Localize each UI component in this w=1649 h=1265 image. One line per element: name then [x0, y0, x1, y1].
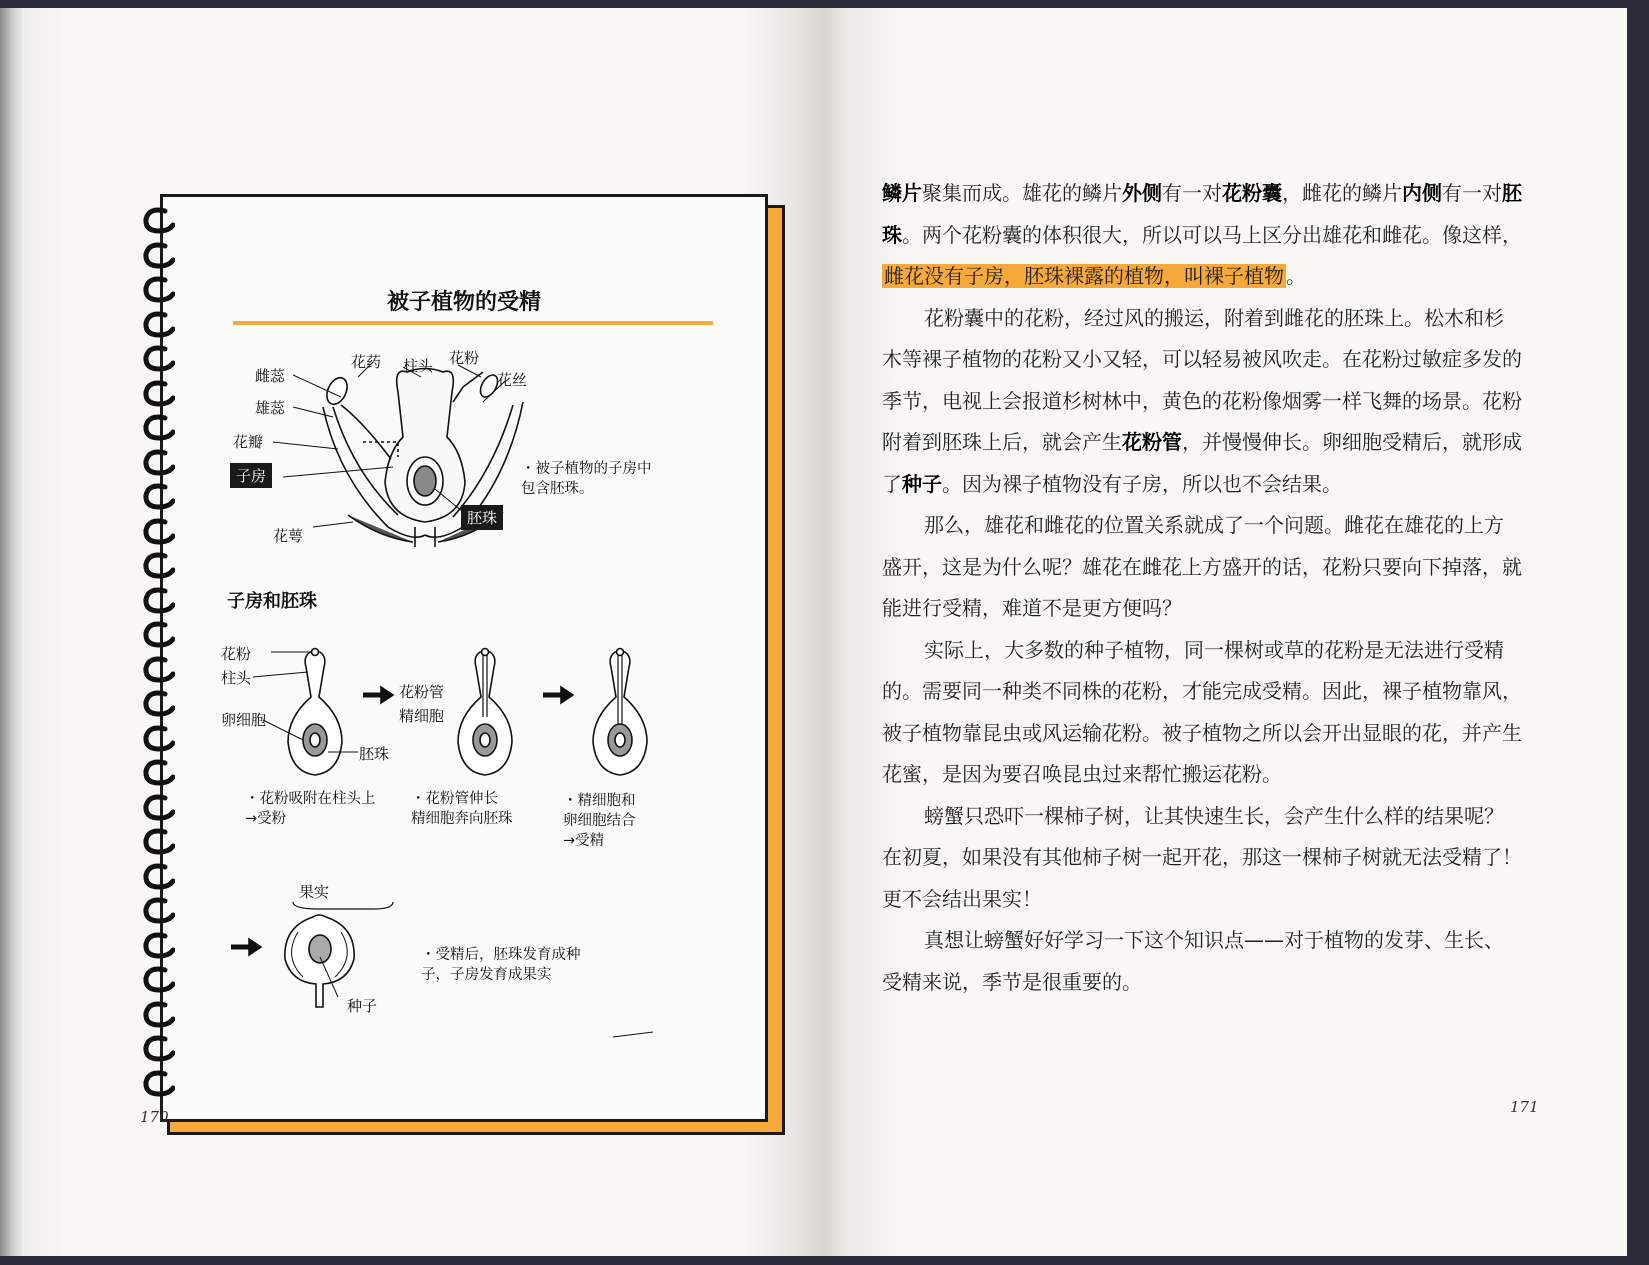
notebook-card — [160, 194, 768, 1122]
label-step1-ovule: 胚珠 — [359, 745, 390, 763]
label-ovule: 胚珠 — [461, 505, 503, 530]
fruit-note: ・受精后，胚珠发育成种 子，子房发育成果实 — [421, 947, 581, 983]
paragraph-3: 那么，雄花和雌花的位置关系就成了一个问题。雌花在雄花的上方盛开，这是为什么呢？雄花在雌花上方盛开的话，花粉只要向下掉落，就能进行受精，难道不是更方便吗？ — [882, 513, 1522, 620]
section-title: 子房和胚珠 — [227, 591, 317, 612]
step2-note: ・花粉管伸长 精细胞奔向胚珠 — [411, 791, 513, 827]
bold-term: 外侧 — [1122, 181, 1162, 205]
text-run: 。两个花粉囊的体积很大，所以可以马上区分出雄花和雌花。像这样， — [902, 222, 1522, 247]
bold-term: 花粉管 — [1122, 430, 1182, 454]
label-step1-stigma: 柱头 — [221, 669, 252, 687]
body-text — [882, 173, 1522, 1003]
label-step1-egg: 卵细胞 — [221, 711, 267, 729]
left-page — [22, 8, 822, 1256]
label-stigma: 柱头 — [403, 357, 434, 375]
label-pistil: 雌蕊 — [255, 367, 286, 385]
page-number-left: 170 — [140, 1108, 169, 1126]
label-ovary: 子房 — [230, 463, 272, 488]
label-step2-tube: 花粉管 — [399, 683, 445, 701]
label-petal: 花瓣 — [233, 433, 264, 451]
label-step2-sperm: 精细胞 — [399, 707, 445, 725]
right-page — [822, 8, 1627, 1256]
text-run: 有一对 — [1442, 181, 1502, 205]
text-run: 。 — [1286, 264, 1306, 288]
label-step1-pollen: 花粉 — [221, 645, 252, 663]
bold-term: 种子 — [902, 471, 942, 496]
label-filament: 花丝 — [497, 371, 528, 389]
text-run: 。因为裸子植物没有子房，所以也不会结果。 — [942, 471, 1342, 496]
paragraph-6: 真想让螃蟹好好学习一下这个知识点——对于植物的发芽、生长、受精来说，季节是很重要的。 — [882, 928, 1504, 994]
bold-term: 花粉囊 — [1222, 181, 1282, 205]
text-run: 有一对 — [1162, 181, 1222, 205]
text-run: ，雌花的鳞片 — [1282, 181, 1402, 205]
bold-term: 鳞片 — [882, 181, 922, 205]
highlighted-definition: 雌花没有子房，胚珠裸露的植物，叫裸子植物 — [884, 264, 1284, 288]
label-anther: 花药 — [351, 353, 382, 371]
label-pollen: 花粉 — [449, 349, 480, 367]
book-spread — [0, 8, 1649, 1256]
paragraph-4: 实际上，大多数的种子植物，同一棵树或草的花粉是无法进行受精的。需要同一种类不同株的花粉，才能完成受精。因此，裸子植物靠风，被子植物靠昆虫或风运输花粉。被子植物之所以会开出显眼的花，并产生花蜜，是因为要召唤昆虫过来帮忙搬运花粉。 — [882, 637, 1522, 786]
paragraph-5: 螃蟹只恐吓一棵柿子树，让其快速生长，会产生什么样的结果呢？在初夏，如果没有其他柿子树一起开花，那这一棵柿子树就无法受精了！更不会结出果实！ — [882, 803, 1522, 911]
text-run: 聚集而成。雄花的鳞片 — [922, 181, 1122, 205]
label-seed: 种子 — [347, 997, 378, 1015]
bold-term: 胚珠 — [882, 181, 1522, 247]
text-run: ，并慢慢伸长。卵细胞受精后，就形成了 — [882, 430, 1522, 496]
page-number-right: 171 — [1510, 1098, 1539, 1116]
flower-note: ・被子植物的子房中 包含胚珠。 — [521, 461, 652, 497]
step3-note: ・精细胞和 卵细胞结合 →受精 — [563, 793, 636, 849]
card-title: 被子植物的受精 — [386, 290, 541, 315]
paragraph-2 — [882, 298, 1522, 506]
step1-note: ・花粉吸附在柱头上 →受粉 — [245, 791, 376, 827]
label-fruit: 果实 — [299, 883, 330, 901]
paragraph-1 — [882, 173, 1522, 298]
text-run: 花粉囊中的花粉，经过风的搬运，附着到雌花的胚珠上。松木和杉木等裸子植物的花粉又小又轻，可以轻易被风吹走。在花粉过敏症多发的季节，电视上会报道杉树林中，黄色的花粉像烟雾一样飞舞的场景。花粉附着到胚珠上后，就会产生 — [882, 305, 1522, 454]
label-stamen: 雄蕊 — [255, 399, 286, 417]
label-calyx: 花萼 — [273, 527, 304, 545]
bold-term: 内侧 — [1402, 181, 1442, 205]
